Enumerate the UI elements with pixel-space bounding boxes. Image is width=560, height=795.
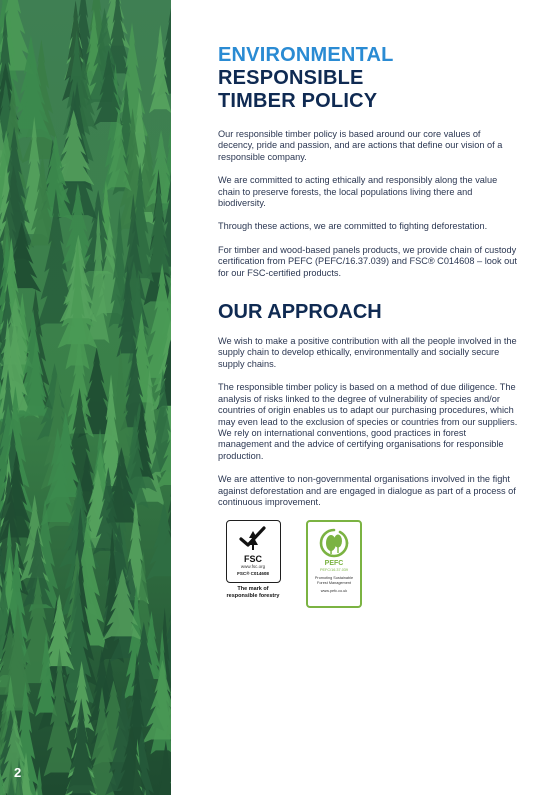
main-content [218,44,518,608]
pefc-logo [306,520,362,608]
page-title-line3: TIMBER POLICY [218,90,378,112]
approach-paragraph: We wish to make a positive contribution with all the people involved in the supply chain to develop ethically, environmentally and socially secure supply chains. [218,336,517,369]
forest-photo [0,0,171,795]
certification-logos [218,520,518,608]
approach-section [218,336,518,508]
fsc-code: FSC® C014608 [237,571,269,577]
fsc-name: FSC [244,554,262,565]
approach-paragraph: The responsible timber policy is based on a method of due diligence. The analysis of risks linked to the degree of vulnerability of species and/or countries of origin enables us to adapt our purchasing procedures, which may even lead to the exclusion of species or countries from our suppliers. We rely on international conventions, good practices in forest management and the advice of certifying organisations for responsible production. [218,382,518,461]
fsc-mark-line1: The mark of [237,586,269,593]
policy-paragraph: For timber and wood-based panels products, we provide chain of custody certification from PEFC (PEFC/16.37.039) and FSC® C014608 – look out for our FSC-certified products. [218,244,517,278]
page-title-accent: ENVIRONMENTAL [218,44,394,66]
fsc-logo-group [218,520,288,608]
section-title-approach: OUR APPROACH [218,301,382,324]
policy-section [218,129,518,279]
pefc-tagline [315,576,353,586]
page-title-line2: RESPONSIBLE [218,67,364,89]
policy-paragraph: We are committed to acting ethically and responsibly along the value chain to preserve forests, the local populations living there and biodiversity. [218,175,498,209]
policy-paragraph: Through these actions, we are committed to fighting deforestation. [218,221,488,232]
policy-paragraph: Our responsible timber policy is based around our core values of decency, pride and passion, and are actions that define our vision of a responsible company. [218,129,503,162]
pefc-tag-line1: Promoting Sustainable [314,576,354,581]
fsc-logo [226,520,281,583]
fsc-tree-check-icon [238,525,268,553]
pefc-tag-line2: Forest Management [317,581,351,586]
fsc-mark-caption [218,586,288,599]
fsc-url: www.fsc.org [240,564,266,570]
pefc-cert-number: PEFC/16.37.039 [319,568,349,573]
page-number: 2 [14,765,22,780]
fsc-mark-line2: responsible forestry [226,592,280,599]
pefc-url: www.pefc.co.uk [320,588,348,593]
pefc-trees-icon [318,528,350,558]
pefc-name: PEFC [324,560,344,568]
approach-paragraph: We are attentive to non-governmental organisations involved in the fight against deforestation and are engaged in dialogue as part of a process of continuous improvement. [218,474,516,507]
